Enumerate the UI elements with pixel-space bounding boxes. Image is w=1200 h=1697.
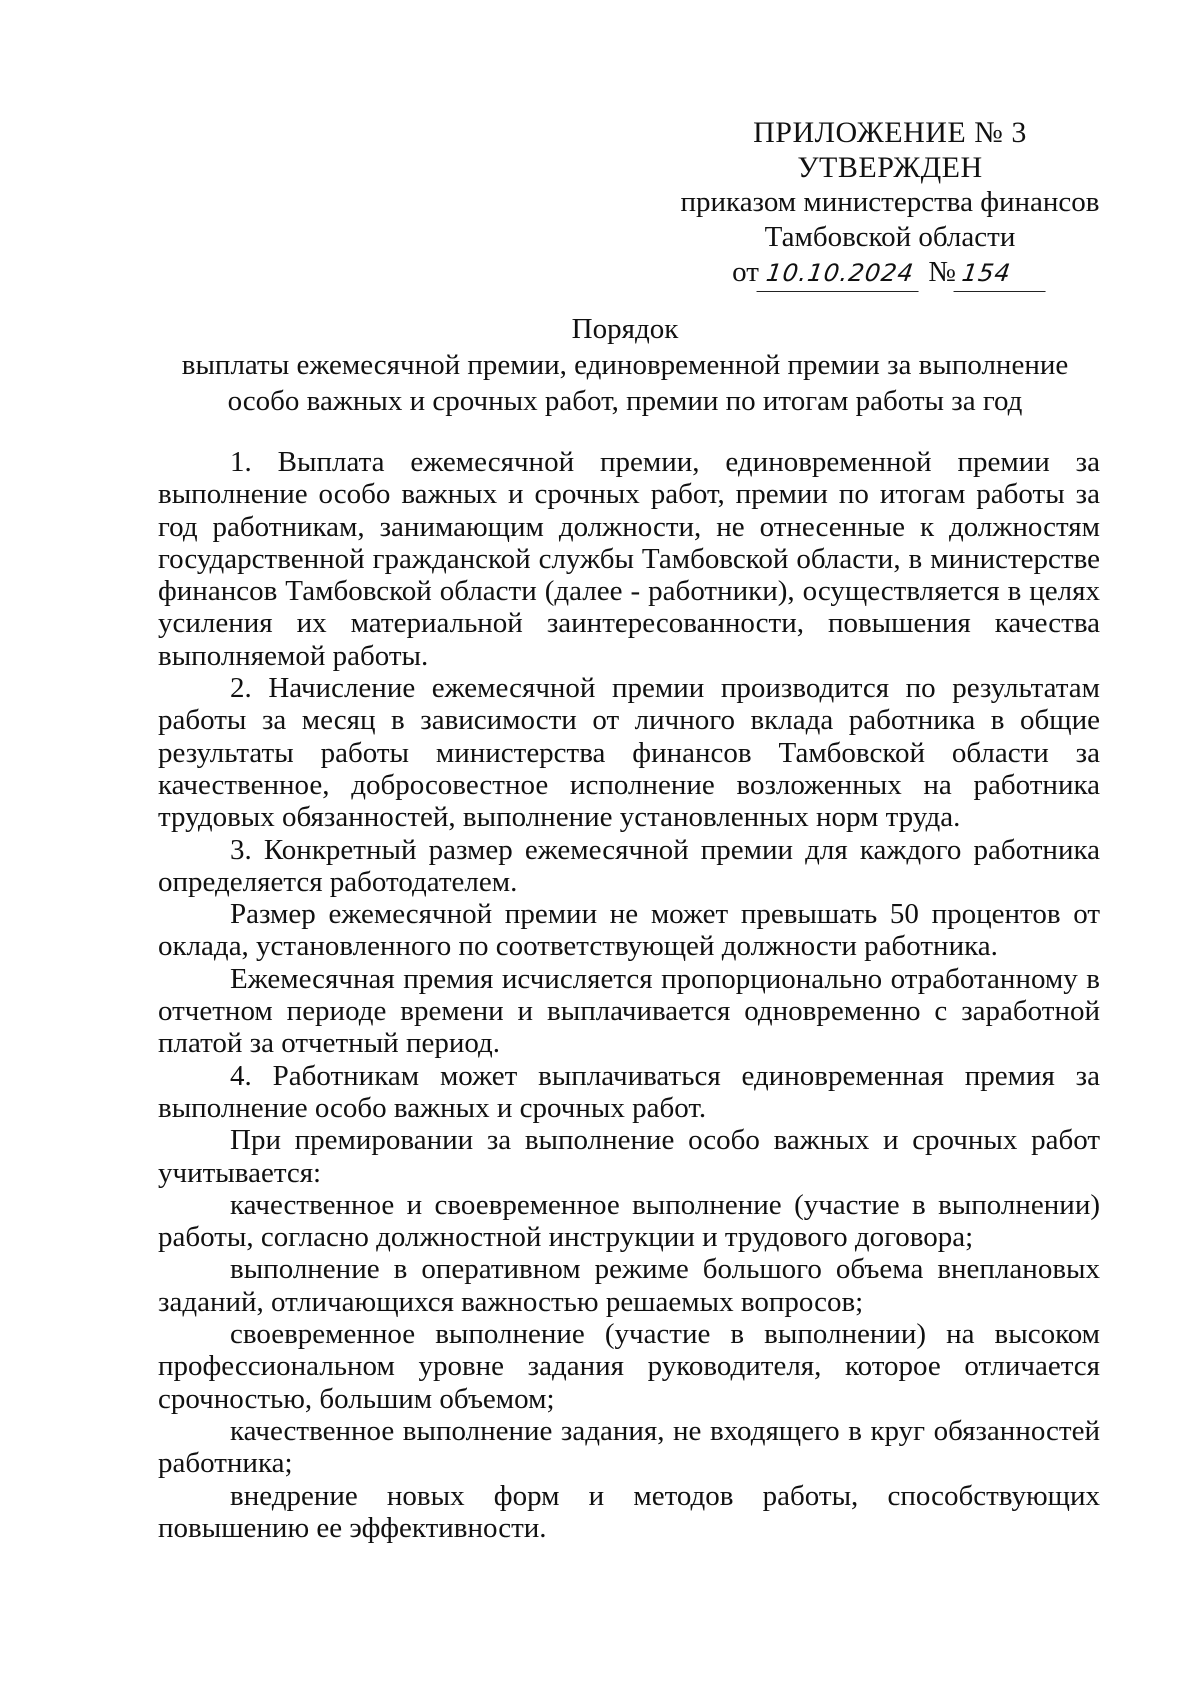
paragraph-3: 3. Конкретный размер ежемесячной премии для каждого работника определяется работодателем. — [158, 833, 1100, 898]
paragraph-3-limit: Размер ежемесячной премии не может превышать 50 процентов от оклада, установленного по соответствующей должности работника. — [158, 898, 1100, 963]
number-prefix: № — [928, 256, 956, 288]
handwritten-number: 154 — [953, 256, 1050, 292]
criteria-item: качественное и своевременное выполнение (участие в выполнении) работы, согласно должностной инструкции и трудового договора; — [158, 1188, 1100, 1254]
approved-label: УТВЕРЖДЕН — [797, 151, 983, 184]
order-line-2: Тамбовской области — [764, 221, 1016, 253]
appendix-number: ПРИЛОЖЕНИЕ № 3 — [753, 116, 1027, 149]
paragraph-4: 4. Работникам может выплачиваться единовременная премия за выполнение особо важных и срочных работ. — [158, 1059, 1100, 1124]
criteria-item: своевременное выполнение (участие в выполнении) на высоком профессиональном уровне задания руководителя, которое отличается срочностью, большим объемом; — [158, 1318, 1100, 1415]
order-date-line — [732, 255, 1048, 292]
criteria-item: внедрение новых форм и методов работы, способствующих повышению ее эффективности. — [158, 1479, 1100, 1544]
criteria-item: выполнение в оперативном режиме большого объема внеплановых заданий, отличающихся важностью решаемых вопросов; — [158, 1253, 1100, 1318]
handwritten-date: 10.10.2024 — [756, 256, 923, 292]
date-prefix: от — [732, 256, 759, 288]
paragraph-2: 2. Начисление ежемесячной премии производится по результатам работы за месяц в зависимости от личного вклада работника в общие результаты работы министерства финансов Тамбовской области за качественное, добросовестное исполнение возложенных на работника трудовых обязанностей, выполнение установленных норм труда. — [158, 672, 1100, 834]
document-title-block — [150, 311, 1100, 419]
document-title: Порядок — [571, 313, 679, 345]
paragraph-4-criteria-intro: При премировании за выполнение особо важных и срочных работ учитывается: — [158, 1124, 1100, 1189]
document-subtitle: выплаты ежемесячной премии, единовременной премии за выполнение особо важных и срочных работ, премии по итогам работы за год — [181, 349, 1069, 417]
approval-stamp-block — [650, 115, 1130, 292]
criteria-item: качественное выполнение задания, не входящего в круг обязанностей работника; — [158, 1414, 1100, 1480]
paragraph-1: 1. Выплата ежемесячной премии, единовременной премии за выполнение особо важных и срочных работ, премии по итогам работы за год работникам, занимающим должности, не отнесенные к должностям государственной гражданской службы Тамбовской области, в министерстве финансов Тамбовской области (далее - работники), осуществляется в целях усиления их материальной заинтересованности, повышения качества выполняемой работы. — [158, 446, 1100, 672]
paragraph-3-proportional: Ежемесячная премия исчисляется пропорционально отработанному в отчетном периоде времени и выплачивается одновременно с заработной платой за отчетный период. — [158, 962, 1100, 1060]
document-body — [158, 446, 1100, 1544]
order-line-1: приказом министерства финансов — [680, 186, 1100, 218]
